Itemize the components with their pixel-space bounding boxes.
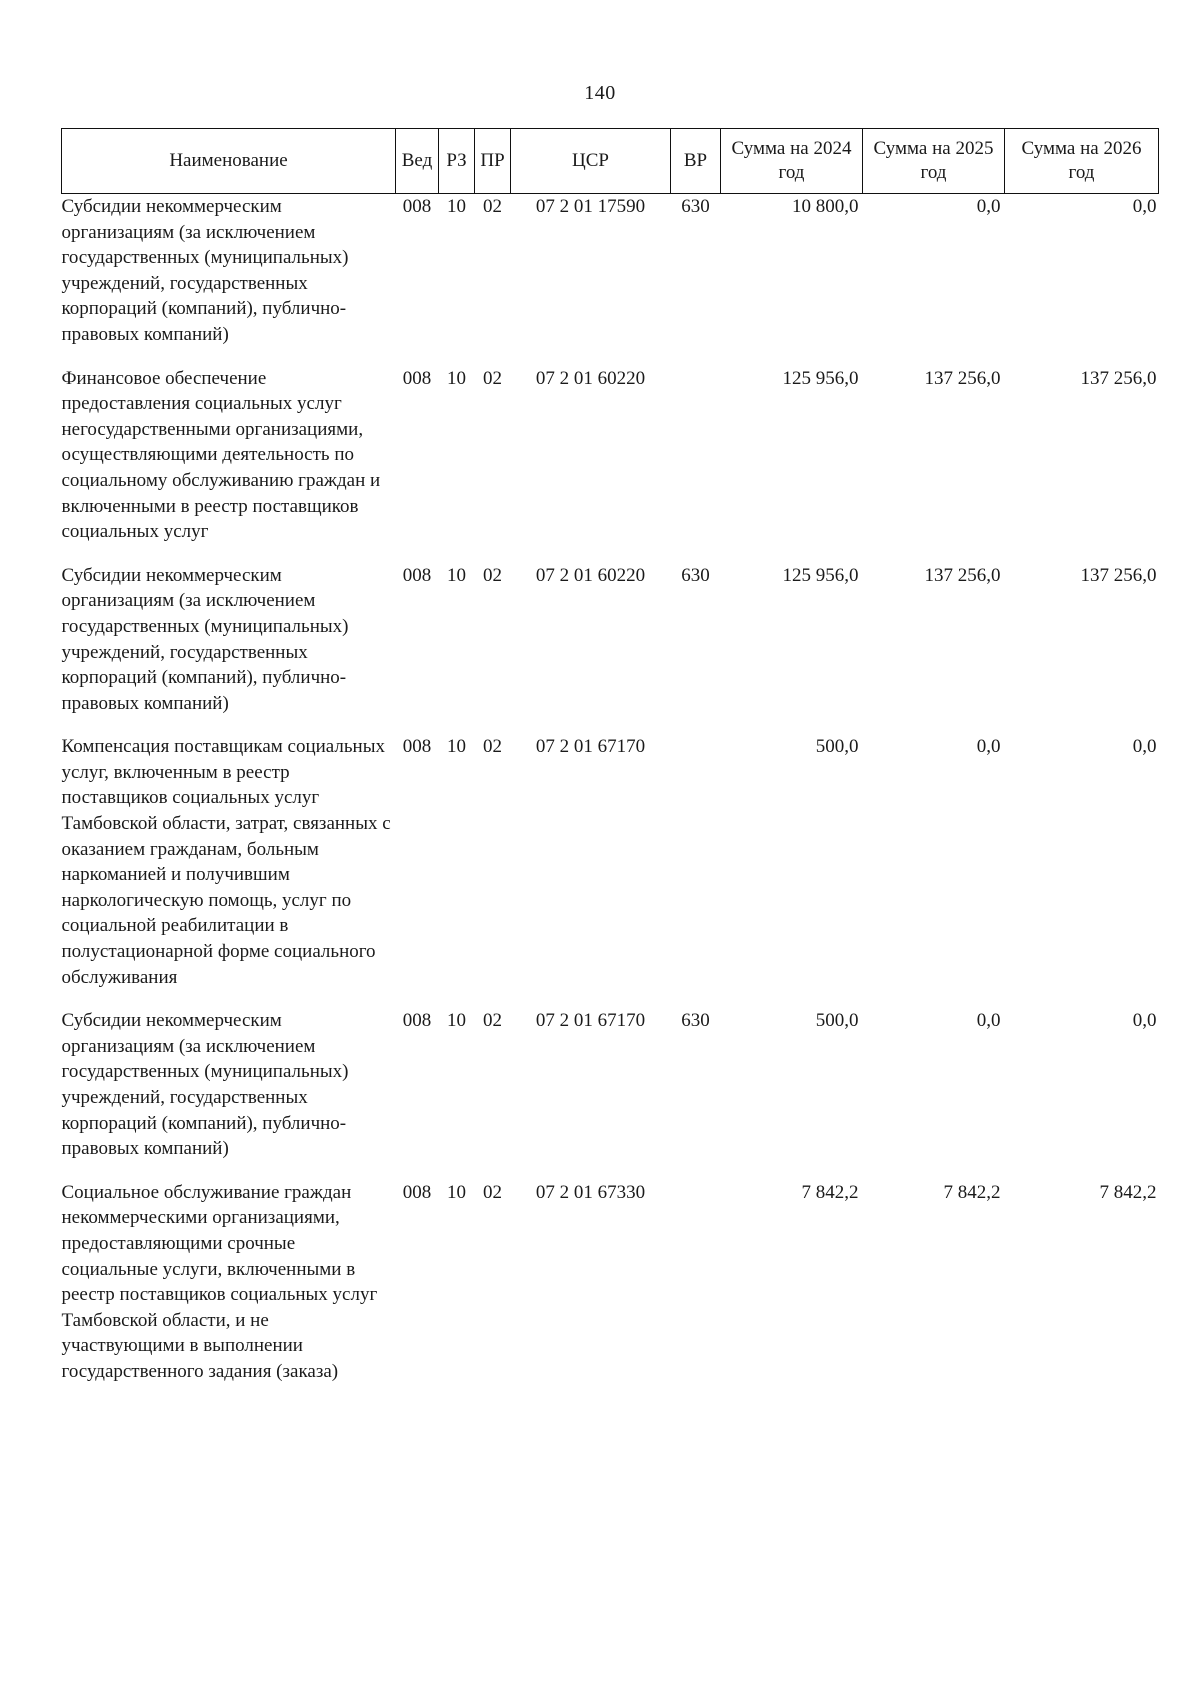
row-csr: 07 2 01 67330 xyxy=(535,1181,646,1203)
row-sum-2024: 125 956,0 xyxy=(782,367,859,389)
row-sum-2025: 137 256,0 xyxy=(924,367,1001,389)
row-ved: 008 xyxy=(402,1181,432,1203)
row-ved: 008 xyxy=(402,196,432,217)
row-ved: 008 xyxy=(402,736,432,758)
row-vr xyxy=(671,1180,721,1403)
table-header xyxy=(62,129,1159,194)
row-ved: 008 xyxy=(402,367,432,389)
row-rz: 10 xyxy=(447,564,466,586)
row-sum-2024: 10 800,0 xyxy=(792,196,859,217)
row-pr: 02 xyxy=(483,1181,502,1203)
row-sum-2024: 500,0 xyxy=(815,736,859,758)
row-sum-2026: 137 256,0 xyxy=(1080,367,1157,389)
header-sum-2025: Сумма на 2025 год xyxy=(863,129,1005,194)
row-pr: 02 xyxy=(483,367,502,389)
table-body xyxy=(62,194,1159,1403)
row-vr xyxy=(671,366,721,563)
row-name: Компенсация поставщикам социальных услуг, включенным в реестр поставщиков социальных услуг Тамбовской области, затрат, связанных с оказанием гражданам, больным наркоманией и получившим наркологическую помощь, услуг по социальной реабилитации в полустационарной форме социального обслуживания xyxy=(61,736,391,988)
row-rz: 10 xyxy=(447,1181,466,1203)
header-sum-2026: Сумма на 2026 год xyxy=(1005,129,1159,194)
row-name: Социальное обслуживание граждан некоммерческими организациями, предоставляющими срочные социальные услуги, включенными в реестр поставщиков социальных услуг Тамбовской области, и не участвующими в выполнении государственного задания (заказа) xyxy=(61,1181,378,1382)
row-rz: 10 xyxy=(447,196,466,217)
table-row xyxy=(62,366,1159,563)
row-pr: 02 xyxy=(483,1010,502,1032)
row-rz: 10 xyxy=(447,1010,466,1032)
header-vr: ВР xyxy=(671,129,721,194)
table-row xyxy=(62,1008,1159,1180)
row-name: Финансовое обеспечение предоставления социальных услуг негосударственными организациями, осуществляющими деятельность по социальному обслуживанию граждан и включенными в реестр поставщиков социальных услуг xyxy=(61,367,381,543)
row-rz: 10 xyxy=(447,736,466,758)
row-vr: 630 xyxy=(681,1010,710,1032)
header-ved: Вед xyxy=(396,129,439,194)
row-ved: 008 xyxy=(402,564,432,586)
row-csr: 07 2 01 17590 xyxy=(535,196,646,217)
row-csr: 07 2 01 60220 xyxy=(535,564,646,586)
header-rz: РЗ xyxy=(439,129,475,194)
header-sum-2024: Сумма на 2024 год xyxy=(721,129,863,194)
row-sum-2024: 7 842,2 xyxy=(801,1181,859,1203)
header-pr: ПР xyxy=(475,129,511,194)
row-sum-2026: 0,0 xyxy=(1132,736,1157,758)
table-row xyxy=(62,194,1159,366)
row-sum-2025: 0,0 xyxy=(976,736,1001,758)
row-sum-2025: 0,0 xyxy=(976,196,1001,217)
table-row xyxy=(62,1180,1159,1403)
table-row xyxy=(62,734,1159,1008)
row-vr: 630 xyxy=(681,564,710,586)
row-csr: 07 2 01 60220 xyxy=(535,367,646,389)
row-pr: 02 xyxy=(483,196,502,217)
row-ved: 008 xyxy=(402,1010,432,1032)
row-sum-2024: 500,0 xyxy=(815,1010,859,1032)
page-number: 140 xyxy=(584,82,616,104)
row-name: Субсидии некоммерческим организациям (за исключением государственных (муниципальных) учреждений, государственных корпораций (компаний), публично-правовых компаний) xyxy=(61,564,349,714)
row-name: Субсидии некоммерческим организациям (за исключением государственных (муниципальных) учреждений, государственных корпораций (компаний), публично-правовых компаний) xyxy=(61,1010,349,1160)
row-sum-2026: 0,0 xyxy=(1132,196,1157,217)
header-csr: ЦСР xyxy=(511,129,671,194)
row-sum-2025: 7 842,2 xyxy=(943,1181,1001,1203)
row-sum-2026: 0,0 xyxy=(1132,1010,1157,1032)
row-sum-2025: 137 256,0 xyxy=(924,564,1001,586)
row-rz: 10 xyxy=(447,367,466,389)
table-row xyxy=(62,563,1159,735)
budget-table xyxy=(61,128,1159,1403)
row-name: Субсидии некоммерческим организациям (за исключением государственных (муниципальных) учреждений, государственных корпораций (компаний), публично-правовых компаний) xyxy=(61,196,349,345)
row-pr: 02 xyxy=(483,736,502,758)
row-csr: 07 2 01 67170 xyxy=(535,736,646,758)
row-sum-2026: 7 842,2 xyxy=(1099,1181,1157,1203)
row-pr: 02 xyxy=(483,564,502,586)
row-vr: 630 xyxy=(681,196,710,217)
row-csr: 07 2 01 67170 xyxy=(535,1010,646,1032)
row-vr xyxy=(671,734,721,1008)
row-sum-2026: 137 256,0 xyxy=(1080,564,1157,586)
header-name: Наименование xyxy=(62,129,396,194)
row-sum-2024: 125 956,0 xyxy=(782,564,859,586)
row-sum-2025: 0,0 xyxy=(976,1010,1001,1032)
